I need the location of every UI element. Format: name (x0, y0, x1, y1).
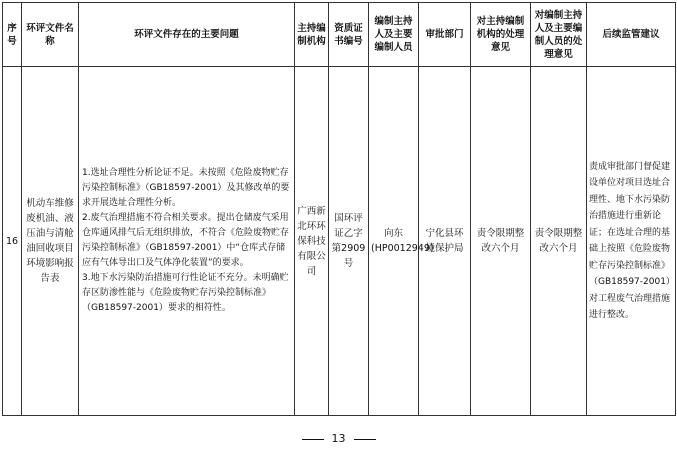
footer-dash-left (302, 439, 324, 440)
header-cert: 资质证书编号 (329, 3, 369, 67)
issue-item: 3.地下水污染防治措施可行性论证不充分。未明确贮存区防渗性能与《危险废物贮存污染控制标准》（GB18597-2001）要求的相符性。 (82, 273, 289, 313)
table-row (3, 67, 676, 416)
footer-dash-right (354, 439, 376, 440)
header-issues: 环评文件存在的主要问题 (79, 3, 295, 67)
table-header-row (3, 3, 676, 67)
cell-issues (79, 67, 295, 416)
header-person-action: 对编制主持人及主要编制人员的处理意见 (531, 3, 587, 67)
cell-name: 机动车维修废机油、液压油与清舱油回收项目环境影响报告表 (22, 67, 79, 416)
header-org-action: 对主持编制机构的处理意见 (471, 3, 531, 67)
header-dept: 审批部门 (419, 3, 471, 67)
header-name: 环评文件名称 (22, 3, 79, 67)
issue-item: 2.废气治理措施不符合相关要求。提出仓储废气采用仓库通风排气后无组织排放，不符合《危险废物贮存污染控制标准》（GB18597-2001）中“仓库式存储应有气体导出口及气体净化装置”的要求。 (82, 213, 290, 268)
cell-org: 广西新北环环保科技有限公司 (295, 67, 329, 416)
cell-org-action: 责令限期整改六个月 (471, 67, 531, 416)
cell-dept: 宁化县环境保护局 (419, 67, 471, 416)
cell-cert: 国环评证乙字第2909号 (329, 67, 369, 416)
issue-item: 1.选址合理性分析论证不足。未按照《危险废物贮存污染控制标准》（GB18597-2001）及其修改单的要求开展选址合理性分析。 (82, 168, 290, 208)
cell-advice: 责成审批部门督促建设单位对项目选址合理性、地下水污染防治措施进行重新论证；在选址合理的基础上按照《危险废物贮存污染控制标准》（GB18597-2001）对工程废气治理措施进行整改。 (587, 67, 676, 416)
cell-person: 向东(HP0012949) (369, 67, 419, 416)
violation-table (2, 2, 676, 416)
page-number: 13 (331, 432, 346, 445)
header-org: 主持编制机构 (295, 3, 329, 67)
cell-person-action: 责令限期整改六个月 (531, 67, 587, 416)
header-advice: 后续监管建议 (587, 3, 676, 67)
header-person: 编制主持人及主要编制人员 (369, 3, 419, 67)
page-footer (0, 432, 677, 445)
cell-seq: 16 (3, 67, 22, 416)
header-seq: 序号 (3, 3, 22, 67)
